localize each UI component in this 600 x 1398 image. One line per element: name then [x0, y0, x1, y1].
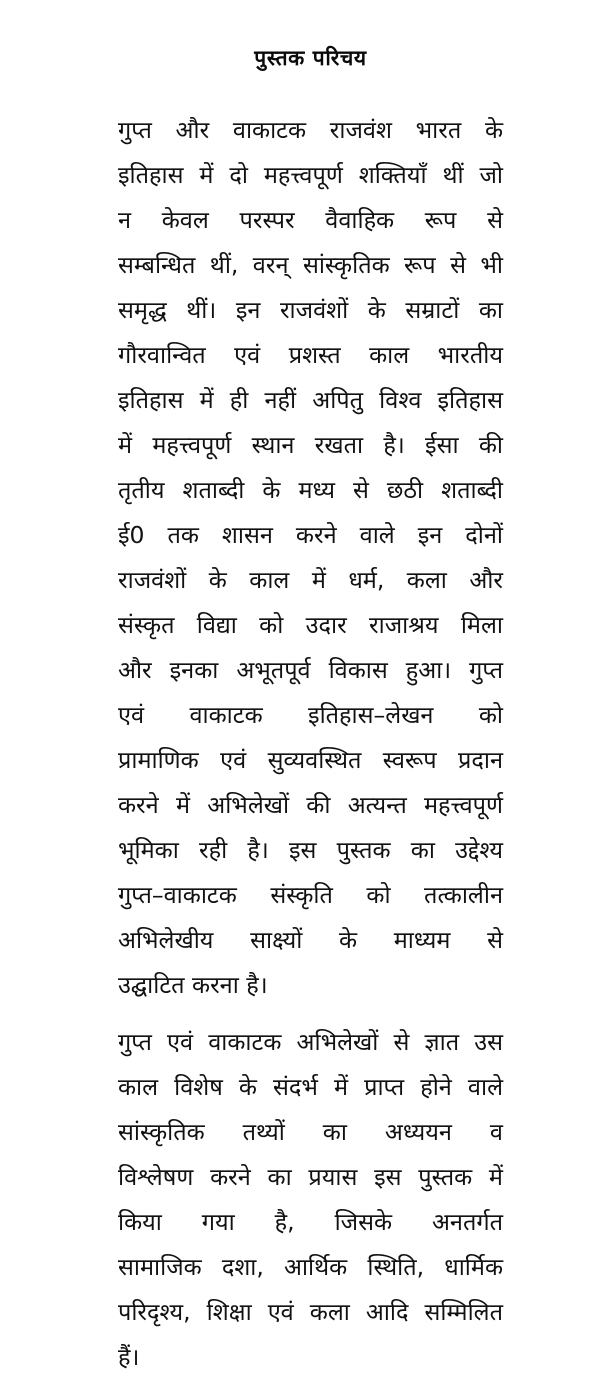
- text-line: करने में अभिलेखों की अत्यन्त महत्त्वपूर्ण: [118, 791, 503, 820]
- text-line: इतिहास में दो महत्त्वपूर्ण शक्तियाँ थीं जो: [118, 161, 503, 190]
- paragraph-2: [118, 1020, 503, 1380]
- text-line: सांस्कृतिक तथ्यों का अध्ययन व: [118, 1118, 503, 1147]
- text-line: अभिलेखीय साक्ष्यों के माध्यम से: [118, 926, 503, 955]
- text-line: प्रामाणिक एवं सुव्यवस्थित स्वरूप प्रदान: [118, 746, 503, 775]
- text-line: में महत्त्वपूर्ण स्थान रखता है। ईसा की: [118, 431, 503, 460]
- text-line: गुप्त और वाकाटक राजवंश भारत के: [118, 116, 503, 145]
- text-line: राजवंशों के काल में धर्म, कला और: [118, 566, 503, 595]
- text-line: न केवल परस्पर वैवाहिक रूप से: [118, 206, 503, 235]
- text-line: समृद्ध थीं। इन राजवंशों के सम्राटों का: [118, 296, 503, 325]
- text-line: तृतीय शताब्दी के मध्य से छठी शताब्दी: [118, 476, 503, 505]
- text-line: और इनका अभूतपूर्व विकास हुआ। गुप्त: [118, 656, 503, 685]
- text-line: इतिहास में ही नहीं अपितु विश्व इतिहास: [118, 386, 503, 415]
- text-line: सम्बन्धित थीं, वरन् सांस्कृतिक रूप से भी: [118, 251, 503, 280]
- text-line: गुप्त एवं वाकाटक अभिलेखों से ज्ञात उस: [118, 1028, 503, 1057]
- text-line: भूमिका रही है। इस पुस्तक का उद्देश्य: [118, 836, 503, 865]
- text-line: एवं वाकाटक इतिहास–लेखन को: [118, 701, 503, 730]
- text-line: संस्कृत विद्या को उदार राजाश्रय मिला: [118, 611, 503, 640]
- text-line: परिदृश्य, शिक्षा एवं कला आदि सम्मिलित: [118, 1298, 503, 1327]
- paragraph-1: [118, 108, 503, 1008]
- text-line: काल विशेष के संदर्भ में प्राप्त होने वाले: [118, 1073, 503, 1102]
- text-line: विश्लेषण करने का प्रयास इस पुस्तक में: [118, 1163, 503, 1192]
- text-line: ई0 तक शासन करने वाले इन दोनों: [118, 521, 503, 550]
- text-line: गुप्त–वाकाटक संस्कृति को तत्कालीन: [118, 881, 503, 910]
- page-title: पुस्तक परिचय: [254, 46, 367, 70]
- text-line: उद्घाटित करना है।: [118, 971, 268, 1000]
- text-column: [118, 0, 503, 1398]
- text-line: हैं।: [118, 1343, 140, 1372]
- text-line: गौरवान्वित एवं प्रशस्त काल भारतीय: [118, 341, 503, 370]
- text-line: सामाजिक दशा, आर्थिक स्थिति, धार्मिक: [118, 1253, 503, 1282]
- text-line: किया गया है, जिसके अनतर्गत: [118, 1208, 503, 1237]
